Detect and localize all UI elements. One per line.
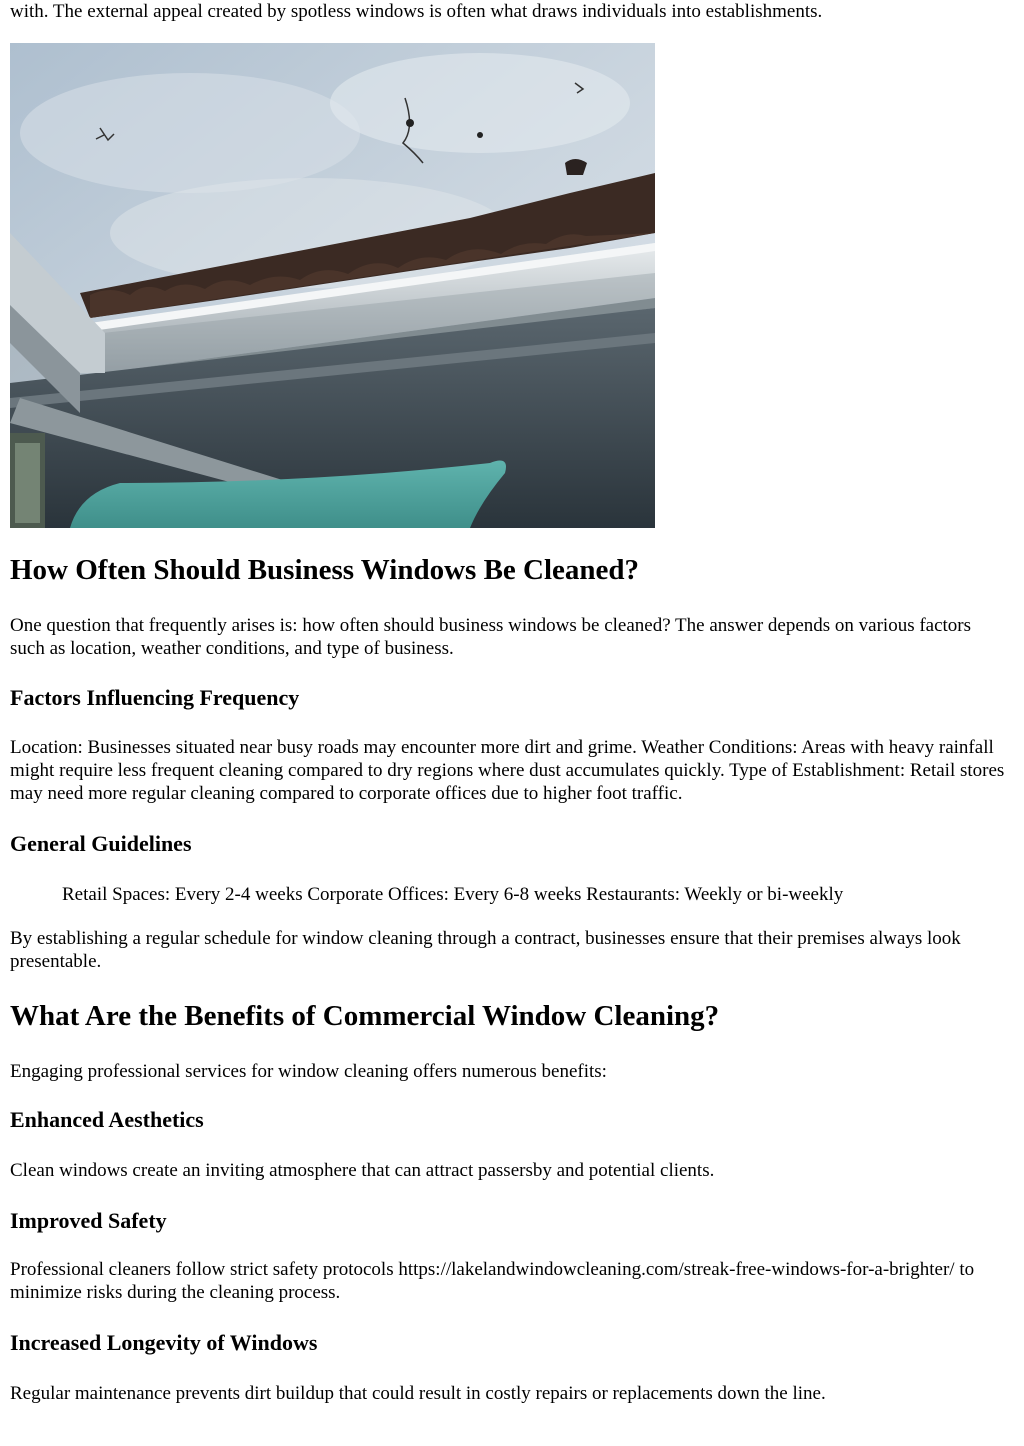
heading-aesthetics: Enhanced Aesthetics xyxy=(10,1107,204,1132)
intro-paragraph: with. The external appeal created by spotless windows is often what draws individuals into establishments. xyxy=(10,1,823,22)
guidelines-blockquote: Retail Spaces: Every 2-4 weeks Corporate Offices: Every 6-8 weeks Restaurants: Weekly or bi-weekly xyxy=(62,884,844,905)
heading-benefits: What Are the Benefits of Commercial Window Cleaning? xyxy=(10,1000,720,1032)
safety-text-after: to minimize risks during the cleaning process. xyxy=(10,1259,975,1303)
paragraph-factors: Location: Businesses situated near busy roads may encounter more dirt and grime. Weather Conditions: Areas with heavy rainfall might require less frequent cleaning compared to dry regions where dust accumulates quickly. Type of Establishment: Retail stores may need more regular cleaning compared to corporate offices due to higher foot traffic. xyxy=(10,737,1005,804)
paragraph-benefits: Engaging professional services for window cleaning offers numerous benefits: xyxy=(10,1061,607,1082)
paragraph-how-often: One question that frequently arises is: how often should business windows be cleaned? The answer depends on various factors such as location, weather conditions, and type of business. xyxy=(10,615,972,659)
heading-longevity: Increased Longevity of Windows xyxy=(10,1330,318,1355)
paragraph-safety xyxy=(10,1258,1010,1304)
heading-how-often: How Often Should Business Windows Be Cleaned? xyxy=(10,554,640,586)
safety-link[interactable]: https://lakelandwindowcleaning.com/streak-free-windows-for-a-brighter/ xyxy=(398,1259,955,1280)
safety-text-before: Professional cleaners follow strict safety protocols xyxy=(10,1259,399,1280)
heading-safety: Improved Safety xyxy=(10,1208,167,1233)
paragraph-schedule: By establishing a regular schedule for window cleaning through a contract, businesses ensure that their premises always look presentable. xyxy=(10,928,961,972)
gutter-photo xyxy=(10,43,655,528)
paragraph-longevity: Regular maintenance prevents dirt buildup that could result in costly repairs or replacements down the line. xyxy=(10,1383,826,1404)
heading-guidelines: General Guidelines xyxy=(10,831,192,856)
paragraph-aesthetics: Clean windows create an inviting atmosphere that can attract passersby and potential clients. xyxy=(10,1160,715,1181)
heading-factors: Factors Influencing Frequency xyxy=(10,685,300,710)
